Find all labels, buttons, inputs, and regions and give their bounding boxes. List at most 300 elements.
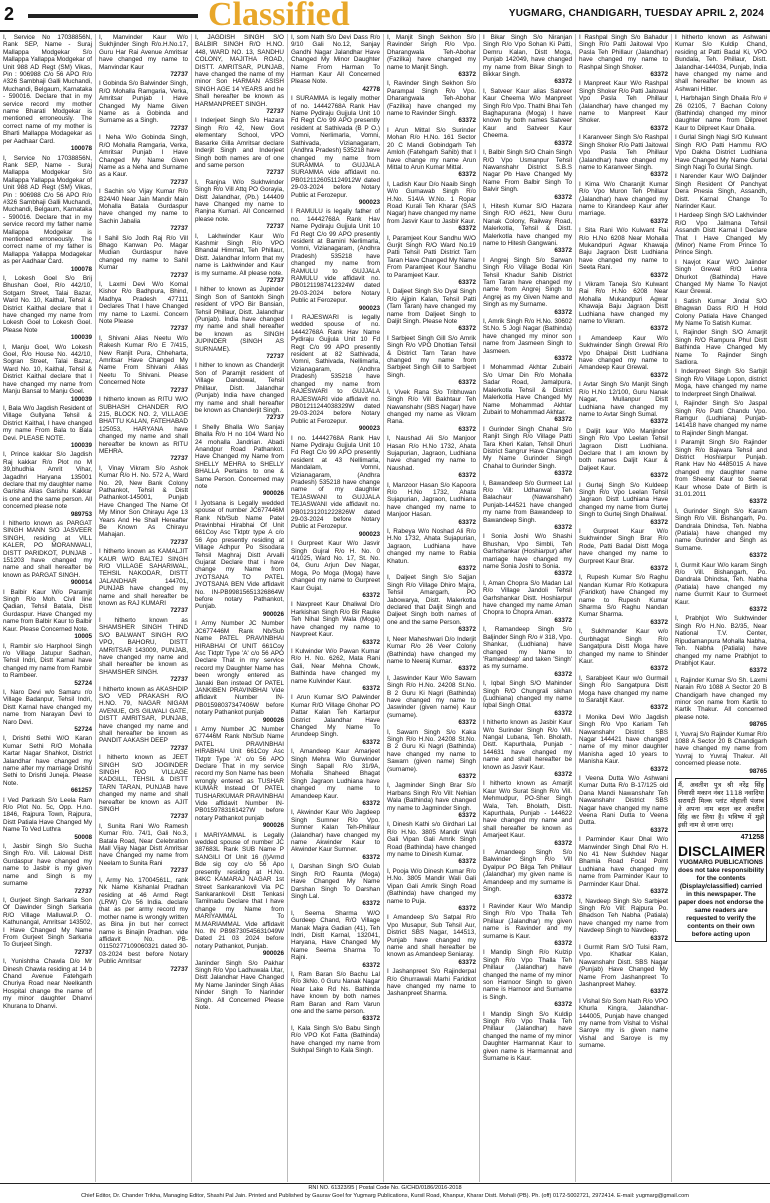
- ad-code: 63372: [458, 117, 476, 125]
- classified-ad: [675, 400, 767, 437]
- ad-text: I no. 14442768A Rank Hav Name Pydiraju Gujjula Unit 10 Fd Regt C/o 99 APO presently resident at 43 Nellimarla, Mandalam, Vomni, Vizianagaram, (Andhra Pradesh) 535218 have change name of my daughter TEJASWANI to GUJJALA TEJASWANI vide affidavit no. PB01231201222826W dated 29-03-2024 before Notary Public at Ferozepur.: [291, 434, 380, 531]
- ad-code: 900023: [358, 425, 380, 433]
- classified-ad: [3, 275, 92, 342]
- classified-ad: [99, 754, 188, 821]
- ad-code: 63372: [749, 667, 767, 675]
- ad-text: I, Ladish Kaur D/o Naaib Singh W/o Gurnawab Singh R/o H.No. 514/A W.No. 1 Ropar Road Kurali Teh Kharar (SAS Nagar) have changed my name from Jasvir Kaur to Jasbir Kaur.: [387, 180, 476, 225]
- classified-ad: [387, 389, 476, 433]
- classified-ad: [387, 181, 476, 233]
- ad-text: I Inderjeet Singh S/o Hazara Singh R/o 42, New Govt elementary School, VPO Basarke Gilla Amritsar declare Inderjit Singh and Inderjeet Singh both names are of one and same person: [195, 117, 284, 169]
- classified-ad: [99, 617, 188, 684]
- classified-ad: [3, 897, 92, 956]
- classified-ad: [387, 288, 476, 332]
- ad-code: 63372: [458, 858, 476, 866]
- ad-code: 63372: [554, 771, 572, 778]
- ad-code: 63372: [458, 325, 476, 333]
- ad-code: 100039: [70, 395, 92, 403]
- classified-ad: [387, 235, 476, 287]
- ad-code: 63372: [458, 472, 476, 480]
- ad-text: I Mohammad Akhtar Zubairi S/o Umar Din R/o Mohalla Sadar Road, Jamalpura, Malerkotla Tehsil & District Malerkotla Have Changed My Name Mohammad Akhtar Zubairi to Mohammad Akhtar.: [483, 364, 572, 416]
- ad-code: 63372: [650, 418, 668, 426]
- ad-text: I, Manvinder Kaur W/o Sukhjinder Singh R/o.H.No.17, Guru Har Rai Avenue Amritsar have changed my name to Manvindar Kaur: [99, 34, 188, 71]
- classified-ad: [291, 314, 380, 433]
- ad-text: I hither to known as Jupinder Singh Son of Santokh Singh resident of VPO Bir Bansian, Tehsil Phillaur, Distt. Jalandhar (Punjab). India have changed my name and shall hereafter be known as SINGH JUPINDER (SINGH AS SURNAME).: [195, 286, 284, 353]
- ad-text: I Navjot Kaur W/O Jaiinder Singh Grewal R/O Lehra Dhurkot (Bathinda) Have Changed My Name To Navjot Kaur Grewal.: [675, 258, 767, 296]
- ad-code: 63372: [554, 139, 572, 147]
- column-4: [288, 34, 384, 1182]
- classified-ad: [675, 329, 767, 366]
- classified-ad: [579, 134, 668, 178]
- ad-code: 63372: [554, 193, 572, 201]
- ad-text: I Shelly Bhalla W/o Sanjay Bhalla R/o H no 104 Ward No 24 mohalla Jandrian. Abadi Anandpur Road Pathankot. Have Changed my Name from SHELLY MEHRA to SHELLY BHALLA Pertains to one & Same Person. Concerned may note: [195, 423, 284, 490]
- ad-code: 63372: [362, 900, 380, 908]
- ad-code: 72737: [170, 813, 188, 821]
- ad-code: 100078: [70, 265, 92, 273]
- column-7: [576, 34, 672, 1182]
- hindi-notice-text: मैं, अवतीश पुत्र श्री नरेंद्र सिंह निवासी मकान नंबर 1118 नवादिया सरायटी मिल्क प्लांट मोहाली पंजाब ने अपना नाम बदल कर अवतीश सिंह कर लिया है। भविष्य में मुझे इसी नाम से जाना जाए।: [678, 781, 764, 832]
- classified-ad: [387, 574, 476, 633]
- ad-code: 63372: [650, 765, 668, 773]
- classified-ad: [483, 719, 572, 778]
- classified-ad: [675, 731, 767, 775]
- ad-code: 72737: [170, 455, 188, 463]
- classified-ad: [675, 212, 767, 256]
- ad-code: 63372: [362, 684, 380, 692]
- classified-ad: [483, 149, 572, 201]
- ad-text: I Gurpreet Kaur W/o Sukhwinder Singh Brar R/o Rode, Patti Badal Distt Moga have changed my name to Gurpreet Kaur Brar.: [579, 528, 668, 565]
- ad-code: 63372: [650, 124, 668, 132]
- ad-text: I Rashpal Singh S/o Bahadur Singh R/o Patti Jaitowal Vpo Pasla Teh Phillaur (Jalandhar) have changed my name to Rashpal Singh Shoker.: [579, 34, 668, 71]
- ad-text: I hither to known as Chanderjit Son of Paramjit resident of Village Dandowal, Tehsil Phillaur, Distt. Jalandhar (Punjab) India have changed my name and shall hereafter be known as Chanderjit Singh.: [195, 362, 284, 414]
- ad-code: 63372: [554, 355, 572, 363]
- ad-code: 50008: [74, 833, 92, 841]
- ad-text: I Daljit kaur W/o Manjinder Singh R/o Vpo Leelan Tehsil Jagraon Distt Ludhiana. Declare that I am known by both names Daljit Kaur & Daljeet Kaur.: [579, 427, 668, 472]
- ad-text: I, Ramandeep Singh S/o Baljinder Singh R/o # 318, Vpo. Shankar, (Ludhiana) have changed my Name to 'Ramandeep' and taken 'Singh' as my surname.: [483, 626, 572, 671]
- ad-text: I Gurinder Singh Chahal S/o Ranjit Singh R/o Village Patti Tara Kheri Kalan, Tehsil Dhuri District Sangrur Have Changed My Name Gurinder Singh Chahal to Gurinder Singh.: [483, 425, 572, 470]
- ad-text: I, Manjit Singh Sekhon S/o Ravinder Singh R/o Vpo. Dharangwala Teh-Abohar (Fazilka) have changed my name to Manjit Singh.: [387, 34, 476, 71]
- ad-code: 63372: [458, 904, 476, 912]
- ad-code: 63372: [554, 670, 572, 678]
- classified-ad: [195, 286, 284, 360]
- ad-code: 72737: [74, 948, 92, 956]
- ad-code: 63372: [749, 498, 767, 506]
- classified-ad: [675, 508, 767, 560]
- classified-ad: [579, 528, 668, 572]
- ad-text: I, Ravinder Singh Sekhon S/o Parampal Singh R/o Vpo. Dharangwala Teh-Abohar (Fazilka) have changed my name to Ravinder Singh.: [387, 80, 476, 118]
- ad-text: I, Aman Chopra S/o Madan Lal R/o Village Jandoli Tehsil Garhshankar Distt. Hoshiarpur have changed my name Aman Chopra to Chopra Aman.: [483, 579, 572, 617]
- ad-code: 900026: [262, 716, 284, 724]
- classified-ad: [195, 832, 284, 958]
- ad-text: I Gobinda S/o Balwinder Singh, R/O Mohalla Ramgaria, Verka, Amritsar Punjab I Have Changed My Name Given Name as a Gobinda and Surname as a Singh.: [99, 80, 188, 125]
- ad-text: I, Sukhmander Kaur w/o Gurbhagat Singh R/o Sangatpura Distt Moga have changed my name to Shinder Kaur.: [579, 628, 668, 665]
- classified-ad: [387, 914, 476, 966]
- ad-code: 63372: [650, 472, 668, 480]
- classified-ad: [483, 426, 572, 478]
- classified-ad: [291, 34, 380, 93]
- classified-ad: [483, 257, 572, 316]
- ad-code: 63372: [458, 665, 476, 673]
- ad-text: I, Daljeet Singh S/o Dyal Singh R/o Ajjpin Kalan, Tehsil Patti (Tarn Taran) have changed my name from Daljeet Singh to Daljit Singh. Please Note: [387, 288, 476, 326]
- classified-ad: [195, 362, 284, 421]
- ad-text: I Narender Kaur W/O Daljinder Singh Resident Of Panchyat Dera Pnesia Singh, Assandh, Distt. Karnal Change To Narinder Kaur.: [675, 173, 767, 210]
- ad-text: I, Lakhwinder Kaur W/o Kashmir Singh R/o VPO Bhandal Himmat, Teh Phillaur, Distt. Jalandhar Inform that my name is Lakhwinder and Kaur is my surname. All please note.: [195, 232, 284, 277]
- classified-ad: [675, 439, 767, 506]
- ad-code: 63372: [554, 524, 572, 531]
- ad-code: 72737: [266, 108, 284, 116]
- ad-code: 63372: [650, 618, 668, 626]
- classified-ad: [291, 648, 380, 692]
- ad-code: 72737: [170, 676, 188, 684]
- ad-code: 63372: [650, 171, 668, 179]
- ad-code: 63372: [458, 626, 476, 634]
- ad-text: I, Yunishtha Chawla D/o Mr Dinesh Chawla residing at 14 b Chand Avenue Fatehgarh Churiya Road near Neelkanth Hospital change the name of my minor daughter Dhanvi Khurana to Dhanvi.: [3, 958, 92, 1010]
- ad-code: 63372: [554, 308, 572, 316]
- ad-text: I, Shivani Alias Neetu W/o Rakesh Kumar R/o E 7/415, New Ranjit Pura, Chheharta, Amritsar Have Changed My Name From Shivani Alias Neetu To Shivani. Please Concerned Note: [99, 334, 188, 387]
- classified-ad: [579, 775, 668, 834]
- ad-text: I Gurlal Singh Nagi S/O Kulwant Singh R/O Patti Hammu R/O Vpo Dakha District Ludhiana Have Changed My Name Gurlal Singh Nagi To Gurlal Singh.: [675, 134, 767, 171]
- ad-code: 63372: [458, 958, 476, 966]
- classified-ad: [483, 318, 572, 362]
- ad-text: I, Gurmit Kaur W/o karam Singh R/o Vill. Bishangarh, Po. Dandrala Dhindsa, Teh. Nabha (Patiala) have changed my name Gurmit Kaur to Gurmeet Kaur.: [675, 561, 767, 606]
- classified-ad: [195, 424, 284, 498]
- ad-text: I, Balbir Singh S/O Chain Singh R/O Vpo Usmanpur Tehsil Nawanshahr District S.B.S Nagar Pb Have Changed My Name From Balbir Singh To Balvir Singh.: [483, 149, 572, 194]
- ad-text: I, Sunita Rani W/o Ramesh Kumar R/o. 74/1, Gali No.3, Batala Road, Near Celebration Mall Vijay Nagar Distt Amritsar have Changed my name from Neelam to Sunita Rani: [99, 822, 188, 867]
- classified-ad: [387, 821, 476, 865]
- classified-ad: [483, 480, 572, 532]
- ad-code: 63372: [749, 606, 767, 614]
- classified-ad: [579, 574, 668, 626]
- classified-ad: [3, 797, 92, 841]
- ad-code: 63372: [650, 518, 668, 526]
- ad-text: I, Ram Baran S/o Bachu Lal R/o 3kNo. 0 Guru Nanak Nagar Near Lake Rd Ns. Bathinda have known by both names Ram Baran and Ram Varun one and the same person.: [291, 970, 380, 1015]
- ad-code: 63372: [554, 839, 572, 847]
- ad-code: 63372: [458, 565, 476, 573]
- ad-text: I Gurmit Ram S/O Tulsi Ram, Vpo. Khatkar Kalan, Nawanshahr Distt. SBS Nagar (Punjab) Have Changed My Name From Jashanpreet To Jashanpreet Mahey.: [579, 943, 668, 988]
- ad-text: I, Jagminder Singh Brar S/o Harbans Singh R/o Vill: Nehian Wala (Bathinda) have changed my name to Jagminder Singh.: [387, 782, 476, 812]
- classified-ad: [195, 620, 284, 724]
- ad-text: I Gurtej Singh S/o Kuldeep Singh R/o Vpo Leelan Tehsil Jagraon Distt Ludhiana Have changed my name from Gurtej Singh to Gurtej Singh Dhaliwal.: [579, 481, 668, 519]
- ad-text: I, Daljeet Singh S/o Sajjan Singh R/o Village Dhiro Majra, Tehsil Amargarh, PO Jabowarya, Distt. Malerkotla declared that Daljit Singh and Daljeet Singh both names of one and the same Person.: [387, 574, 476, 626]
- ad-code: 63372: [458, 71, 476, 79]
- ad-text: I Vikram Taneja S/o Kulwant Rai R/o H.No 6208 Near Mohalla Mukandpuri Agwar Khawaja Baju Jagraon Distt Ludhiana have changed my name to Vikram.: [579, 281, 668, 326]
- ad-code: 72737: [170, 965, 188, 973]
- classified-ad: [387, 335, 476, 387]
- ad-code: 63372: [362, 853, 380, 861]
- ad-text: I, Jaswinder Kaur W/o Sawarn Singh R/o H.No. 24208 St.No. B 2 Guru Ki Nagri (Bathinda) have changed my name to Jaswinder (given name) Kaur (surname).: [387, 674, 476, 719]
- classified-ad: [675, 368, 767, 398]
- ad-code: 63372: [650, 988, 668, 996]
- column-1: [0, 34, 96, 1182]
- ad-text: I Amandeep Singh S/o Balwinder Singh R/o Vill Dyalpur PO Bilga Teh Phillaur (Jalandhar) my given name is Amandeep and my surname is Singh.: [483, 849, 572, 894]
- classified-ad: [579, 335, 668, 379]
- ad-code: 10005: [74, 633, 92, 641]
- classified-ad: [291, 863, 380, 907]
- ad-text: I, Amrik Singh R/o H.No. 30602 St.No. 5 Jogi Nagar (Bathinda) have changed my minor son name from Jasmeen Singh to Jasmeen.: [483, 318, 572, 355]
- classified-ad: [483, 903, 572, 947]
- ad-text: I hitherto known as JEET SINGH S/O JOGINDER SINGH R/O VILLAGE KADGILL, TEHSIL & DISTT TARN TARAN, PUNJAB have changed my name and shall hereafter be known as AJIT SINGH: [99, 754, 188, 814]
- ad-text: I, Yuvraj S/o Rajinder Kumar R/o 1088 A Sector 20 B Chandigarh have changed my name from Yuvraj to Yuvraj Thakur. All concerned please note.: [675, 730, 767, 768]
- ad-code: 72737: [266, 223, 284, 231]
- hindi-notice-code: 471258: [740, 834, 764, 841]
- ad-text: I hitherto known as AKASHDIP S/O VED PRAKASH R/O H.NO. 79, NAGAR NIGAM AVENUE, O/S GILWALI GATE, DISTT AMRITSAR, PUNJAB, have changed my name and shall hereafter be known as PANDIT AAKASH DEEP: [99, 685, 188, 745]
- ad-text: I Kima W/o Charanjit Kumar R/o Vpo Muron Teh Phillaur (Jalandhar) have changed my name to Kirandeep Kaur after marriage.: [579, 180, 668, 218]
- ad-code: 63372: [362, 800, 380, 808]
- section-title: Classified: [208, 0, 350, 33]
- classified-ad: [195, 726, 284, 830]
- ad-code: 100078: [70, 145, 92, 153]
- ad-text: I, Rupesh Kumar S/o Raghu Nandan Kumar R/o Kotkapura (Faridkot) have Changed my name to Rupesh Kumar Sharma S/o Raghu Nandan Kumar Sharma.: [579, 574, 668, 619]
- classified-ad: [99, 686, 188, 753]
- classified-ad: [579, 628, 668, 672]
- column-6: [480, 34, 576, 1182]
- ad-text: I, Amandeep Kaur Amarjeet Singh Mehra W/o Gurwinder Singh Sapall R/o 31/9A, Mohalla Shaheed Bhagat Singh Jagraon Ludhiana have changed my name to Amandeep Kaur.: [291, 748, 380, 800]
- classified-ad: [3, 689, 92, 733]
- ad-code: 900026: [262, 490, 284, 498]
- classified-ad: [3, 451, 92, 518]
- classified-ad: [195, 500, 284, 619]
- ad-text: I Jashanpreet S/o Rajinderpal R/o Ghurrawali Marhi Faridkot have changed my name to Jashanpreet Sharma.: [387, 968, 476, 998]
- ad-text: I Arun Mittal S/o Surinder Mohan R/o H.No. 161 Sector 20 C Mandi Gobindgarh Teh Amloh (Fatehgarh Sahib) that I have change my name Arun Mittal to Arun Kumar Mittal.: [387, 126, 476, 171]
- classified-ad: [291, 1025, 380, 1055]
- ad-text: I, Satveer Kaur alias Satveer Kaur Cheema W/o Manpreet Singh R/o Vpo. Thathi Bhai Teh Baghapurana (Moga) I have known by both names Satveer Kaur and Satveer Kaur Cheema.: [483, 87, 572, 140]
- ad-text: I Sarbjeet Singh Gill S/o Amrik Singh R/o VPO Dhottian Tehsil & District Tarn Taran have changed my name from Sarbjeet Singh Gill to Sarbjeet Singh.: [387, 334, 476, 379]
- ad-code: 72737: [266, 353, 284, 361]
- classified-ad: [291, 910, 380, 969]
- classified-ad: [291, 208, 380, 312]
- page-header: [0, 0, 770, 32]
- ad-text: I, Akwinder Kaur W/o Jagdeep Singh Sumner R/o Vpo. Sumner Kalan Teh-Phillaur (Jalandhar) have changed my name Akwinder Kaur to Akwinder Kaur Sumner.: [291, 809, 380, 854]
- classified-ad: [675, 562, 767, 614]
- ad-code: 63372: [650, 826, 668, 834]
- classified-ad: [483, 626, 572, 678]
- classified-ad: [675, 615, 767, 674]
- classified-ad: [99, 134, 188, 186]
- ad-code: 900023: [358, 198, 380, 206]
- classified-ad: [3, 589, 92, 641]
- ad-text: I, Pooja W/o Dinesh Kumar R/o H.No. 3805 Mandir Wali Gali Vipan Gali Amrik Singh Road (Bathinda) have changed my name to Puja.: [387, 867, 476, 905]
- ad-code: 63372: [749, 552, 767, 560]
- classified-ad: [483, 780, 572, 847]
- ad-text: I, Naushad Ali S/o Manjoor Hasan R/o H.No 1732, Ahata Sujapurian, Jagraon, Ludhiana have changed my name to Naushad.: [387, 435, 476, 472]
- classified-ad: [3, 520, 92, 587]
- ad-text: I, Vinay Vikram S/o Ashok Kumar R/o H. No. 572 A, Ward No. 29, New Bank Colony Pathankot, Tehsil & Distt Pathankot-145001, Punjab Have Changed The Name Of My Minor Son Chirayu Age 13 Years And He Shall Hereafter Be Known As Chirayu Mahajan.: [99, 464, 188, 539]
- ad-code: 63372: [554, 893, 572, 901]
- classified-ad: [387, 782, 476, 819]
- classified-ad: [579, 80, 668, 132]
- classified-ad: [387, 968, 476, 998]
- classified-ad: [483, 34, 572, 86]
- classified-ad: [99, 188, 188, 232]
- ad-code: 72737: [170, 867, 188, 875]
- classified-ad: [99, 281, 188, 333]
- classified-ad: [483, 364, 572, 423]
- ad-text: I, Kala Singh S/o Babu Singh R/o VPO Kot Fatta (Bathinda) have changed my name from Sukhpal Singh to Kala Singh.: [291, 1024, 380, 1055]
- ad-code: 72737: [170, 178, 188, 186]
- ad-code: 661257: [70, 787, 92, 795]
- ad-code: 900026: [262, 822, 284, 830]
- classified-ad: [387, 675, 476, 727]
- column-3: [192, 34, 288, 1182]
- ad-text: I, Gurinder Singh S/o Karam Singh R/o Vill. Bishangarh, Po. Dandrala Dhindsa, Teh. Nabha (Patiala) have changed my name Gurinder and Singh as Surname.: [675, 507, 767, 552]
- ad-text: I Mandip Singh S/o Kuldip Singh R/o Vpo Thalla Teh Phillaur (Jalandhar) have changed the name of my minor Daughter Harmannat Kaur to given name is Harmannat and Surname is Kaur.: [483, 1010, 572, 1063]
- ad-text: I Army Number JC Number 677446M Rank Nb/Sub Name PATEL PRAVINBHAI HIRABHAI Unit 661Coy Asc Tktptr Type 'A' c/o 56 APO Declare That in my service record my Son Name has been wrongly entered as TUSHAR KUMAR Instead Of PATEL TUSHARKUMAR PRAVINBHAI Vide affidavit Number IN-PB0159783161427W before notary Pathankot punjab: [195, 725, 284, 822]
- classified-ad: [579, 227, 668, 279]
- classified-ad: [99, 877, 188, 973]
- ad-text: I Amandeep S/o Satpal R/o Vpo Musapur, Sub Tehsil Aur, District SBS Nagar, 144513, Punjab have changed my name and shall hereafter be known as Amandeep Seniaray.: [387, 914, 476, 959]
- ad-text: I Navpreet Kaur Dhaliwal D/o Harkishan Singh R/o Bir Rauke Teh Nihal Singh Wala (Moga) have changed my name to Navpreet Kaur.: [291, 601, 380, 639]
- ad-code: 98765: [749, 721, 767, 729]
- hindi-notice: [675, 778, 767, 942]
- ad-text: I Sonia Joshi W/o Shashi Bhushan, Vpo Simbli, Teh Garhshankar (Hoshiarpur) after marriage have changed my name Sonia Joshi to Sonia.: [483, 533, 572, 571]
- classified-ad: [3, 735, 92, 794]
- ad-code: 900014: [70, 579, 92, 587]
- ad-text: I, Rajinder Singh S/O Amarjit Singh R/O Rampura Phul Distt Bathinda Have Changed My Name To Rajinder Singh Sadiora.: [675, 329, 767, 367]
- classified-ad: [483, 533, 572, 577]
- ad-text: I, Dinesh Kathi s/o Girdhari Lal R/o H.No. 3805 Mandir Wali Gali Vipan Gali Amrik Singh Road (Bathinda) have changed my name to Dinesh Kumar.: [387, 821, 476, 859]
- classified-ad: [675, 677, 767, 729]
- ad-text: I, Rajinder Singh S/o Jaspal Singh R/o Patti Chandu Vpo. Ramgur (Ludhiana) Punjab-141418 have changed my name to Rajinder Singh Mangat.: [675, 400, 767, 437]
- ad-code: 63372: [362, 961, 380, 969]
- ad-code: 900023: [358, 530, 380, 538]
- ad-code: 63372: [458, 773, 476, 780]
- classified-ad: [3, 405, 92, 449]
- ad-text: I Bikar Singh S/o Niranjan Singh R/o Vpo Sohan Ki Patti, Demru Kalan, Distt Moga, Punjab 142049, have changed my name from Bikar Singh to Bikkar Singh.: [483, 34, 572, 79]
- ad-code: 63372: [650, 934, 668, 942]
- classified-ad: [579, 34, 668, 78]
- ad-code: 63372: [650, 371, 668, 379]
- ad-text: I Kulwinder W/o Pawan Kumar R/o H. No. 6262, Mata Rani Gali, Near Mehna Chowk, Bathinda have changed my name Kulvinder Kaur.: [291, 647, 380, 685]
- ad-text: I, Prabhjot W/o Sukhwinder Singh R/o H.No. B2/35, Near National T.V. Center, Ripudamanpura Mohalla Nabha, Teh. Nabha (Patiala) have changed my name Prabhjot to Prabhjot Kaur.: [675, 615, 767, 667]
- ad-text: I, Paramjeet Kour Sandhu W/O Gurjit Singh R/O Ward No.19 Patti Tehsil Patti District Tarn Taran Have Changed My Name From Paramjeet Kour Sandhu to Paramjeet Kaur.: [387, 234, 476, 279]
- classified-ad: [579, 836, 668, 895]
- classified-ad: [387, 868, 476, 912]
- ad-text: I, Ranjna W/o Sukhwinder Singh R/o Vill Attq PO Gorayia, Distt Jalandhar, (Pb.) 144409 have Changed my name to Ranjna Kumari. All Concerned please note.: [195, 178, 284, 223]
- ad-text: I SURAMMA is legally mother of no. 14442768A Rank Hav Name Pydiraju Gujjula Unit 10 Fd Regt C/o 99 APO presently resident at Sathivada (B P O.) Vomni, Nerlimarla, Vomni, Sathivada, Vizianagaram, (Andhra Pradesh) 535218 have changed my name from SURAMMA to GUJJALA SURAMMA vide affidavit no. PB0121126051124912W dated 29-03-2024 before Notary Public at Ferozepur.: [291, 95, 380, 199]
- ad-text: I, Hitesh Kumar S/O Hazara Singh R/O #621, New Guru Nanak Colony, Railway Road, Malerkotla, Tehsil & Distt. Malerkotla have changed my name to Hitesh Gangwani.: [483, 202, 572, 247]
- classified-ad: [579, 998, 668, 1050]
- classified-ad: [387, 528, 476, 572]
- disclaimer-title: DISCLAIMER: [678, 843, 766, 860]
- footer: [0, 1183, 770, 1203]
- column-2: [96, 34, 192, 1182]
- ad-code: 98765: [749, 767, 767, 775]
- ad-text: I Veena Dutta W/o Ashwani Kumar Dutta R/o B-17/125 old Dana Mandi Nawanshahr Teh Nawanshahr District SBS Nagar have changed my name Veena Rani Dutta to Veena Dutta.: [579, 775, 668, 827]
- disclaimer-body: YUGMARG PUBLICATIONS does not take responsibility for the contents (Display/classified) carried in this newspaper. The paper does not endorse the same readers are requested to verify the contents on their own before acting upon: [678, 859, 764, 939]
- classified-ad: [291, 540, 380, 599]
- ad-text: I Sachin s/o Vijay Kumar R/o B24/40 Near Jain Mandir Main Mohalla Batala Gurdaspur have changed my name to Sachin Jabalia: [99, 188, 188, 225]
- ad-text: I RAJESWARI is legally wedded spouse of no. 14442768A Rank Hav Name Pydiraju Gujjula Unit 10 Fd Regt C/o 99 APO presently resident at 82 Sathivada, Vomni, Sathivada, Nellimarla, Vizianagaram, (Andhra Pradesh) 535218 have changed my name from RAJESWARI to GUJJALA RAJESWARI vide affidavit no. PB01211244038329W dated 29-03-2024 before Notary Public at Ferozepur.: [291, 314, 380, 425]
- ad-code: 100039: [70, 441, 92, 449]
- ad-code: 52724: [74, 725, 92, 733]
- classified-ad: [291, 748, 380, 807]
- ad-code: 63372: [650, 888, 668, 896]
- ad-text: I Neha W/o Gobinda Singh, R/O Mohalla Ramgaria, Verka, Amritsar Punjab I Have Changed My Name Given Name as a Neha and Surname as a Kaur.: [99, 134, 188, 179]
- ad-code: 900026: [262, 950, 284, 958]
- classified-ad: [195, 960, 284, 1012]
- ad-text: I Amandeep Kaur W/o Sukhwinder Singh Grewal R/o Vpo Dhaipai Distt Ludhiana have changed my name to Amandeep Kaur Grewal.: [579, 334, 668, 372]
- classified-ad: [579, 428, 668, 480]
- ad-text: I Vishal S/o Som Nath R/o VPO Khurla Kingra, Jalandhar-144005, Punjab have changed my name from Vishal to Vishal Saroye my is given name Vishal and Saroye is my surname.: [579, 997, 668, 1050]
- classified-ad: [675, 134, 767, 171]
- classified-ad: [579, 281, 668, 333]
- ad-code: 63372: [650, 271, 668, 279]
- ad-text: I, Bawandeep S/o Gurmeet Lal R/o Vill: Udhanwal Teh Balachaur (Nawanshahr) Punjab-144521 have changed my name from Bawandeep to Bawandeep Singh.: [483, 479, 572, 524]
- ad-text: I Ved Parkash S/o Leela Ram R/o Plot No. 5c, Opp. H.no. 1846, Rajpura Town, Rajpura, Distt Patiala Have Changed My Name To Ved Luthra: [3, 796, 92, 834]
- classified-ad: [387, 636, 476, 673]
- classified-ad: [99, 465, 188, 546]
- ad-code: 72737: [170, 607, 188, 615]
- ad-code: 72737: [170, 71, 188, 79]
- classified-ad: [579, 944, 668, 996]
- ad-code: 63372: [458, 379, 476, 387]
- ad-code: 63372: [554, 709, 572, 717]
- ad-code: 63372: [458, 518, 476, 526]
- ad-code: 72737: [266, 277, 284, 284]
- ad-code: 100039: [70, 334, 92, 342]
- ad-code: 63372: [554, 1001, 572, 1009]
- column-5: [384, 34, 480, 1182]
- ad-text: I, Iqbal Singh S/O Mahinder Singh R/O Chungrali sikhan (Ludhiana) changed my name Iqbal Singh Ottal.: [483, 680, 572, 710]
- classified-ad: [99, 396, 188, 463]
- ad-text: I, Seema Sharma W/O Gurdeep Chand, R/O Village Manak Majra Gadian (41), Teh Indri, Distt Karnal, 132041, Haryana, Have Changed My Name Seema Sharma To Rajni.: [291, 909, 380, 962]
- ad-code: 72737: [266, 169, 284, 177]
- classified-ad: [387, 80, 476, 124]
- ad-code: 63372: [554, 247, 572, 255]
- ad-text: I, som Nath S/o Devi Dass R/o 9/10 Gali No.12, Sanjay Gandhi Nagar Jalandhar Have Changed My Minor Daughter Name From Harman To Harman Kaur All Concerned Please Note.: [291, 34, 380, 86]
- classified-columns: [0, 34, 770, 1182]
- ad-text: I, Gurjeet Singh Sarkaria Son Of Dawinder Singh Sarkaria R/O Village Malluwal.P. O. Kathunangal, Amritsar 143502, I Have Changed My Name From Gurjeet Singh Sarkaria To Gurjeet Singh.: [3, 896, 92, 949]
- ad-code: 63372: [650, 565, 668, 573]
- classified-ad: [579, 381, 668, 425]
- classified-ad: [195, 233, 284, 285]
- ad-text: I Inderpreet Singh S/o Sarbjit Singh R/o Village Lopon, district Moga, have changed my name to Inderpreet Singh Dhaliwal.: [675, 368, 767, 398]
- ad-text: I Ravinder Kaur W/o Mandip Singh R/o Vpo Thalla Teh Phillaur (Jalandhar) my given name is Ravinder and my surname is Kaur.: [483, 902, 572, 940]
- ad-text: I Paramjit Singh S/o Rajinder Singh R/o Bajwara Tehsil and District Hoshiarpur Punjab. Rank Hav No 4485015 A have changed my daughter name from Sheerat Kaur to Seerat Kaur whose Date of Birth is 31.01.2011: [675, 439, 767, 498]
- ad-text: I Arun Kumar S/O Palwinder Kumar R/O Village Ghohar PO Pattar Kalan Teh Kartarpur District Jalandhar Have Changed My Name To Arundeep Singh.: [291, 694, 380, 739]
- classified-ad: [483, 88, 572, 147]
- classified-ad: [99, 80, 188, 132]
- ad-text: I, Darshan Singh S/O Gulab Singh R/O Raunta (Moga) Have Changed My Name Darshan Singh To Darshan Singh Lal.: [291, 863, 380, 900]
- classified-ad: [483, 949, 572, 1008]
- ad-text: I Monika Devi W/o Jagdish Singh R/o Vpo Kariam Teh Nawanshahr District SBS Nagar 144421 have changed name of my minor daughter Manisha aged 10 years to Manisha Kaur.: [579, 713, 668, 766]
- ad-code: 900023: [358, 304, 380, 312]
- ad-text: I, Laxmi Devi W/o Komal Kishor R/o Badhpura, Bhind, Madhya Pradesh 477111 Declares That I have Changed my name to Laxmi. Concern Note Please: [99, 281, 188, 326]
- classified-ad: [483, 580, 572, 624]
- classified-ad: [291, 809, 380, 861]
- ad-text: I, Army No. 17004561L, rank Nk Name Kishanlal Pradhan residing at 46 Armd Regt (LRW) C/o 56 India. declare that as per army record my mother name is wrongly written as Bina jin but her correct name is Binajin Pradhan. vide affidavit No. PB-01150277109060321 dated 30-03-2024 best before Notary Public Amritsar: [99, 876, 188, 966]
- classified-ad: [675, 259, 767, 296]
- classified-ad: [99, 548, 188, 615]
- classified-ad: [99, 335, 188, 394]
- ad-text: I hitherto known as RITU W/O SUBHASH CHANDER R/O 215, BLOCK NO. 2, VILLAGE BHATTU KALAN, FATEHABAD 125053, HARYANA have changed my name and shall hereafter be known as RITU MEHRA.: [99, 396, 188, 455]
- ad-code: 989753: [70, 510, 92, 518]
- ad-code: 63372: [554, 939, 572, 947]
- ad-text: I, Navdeep Singh S/o Sarbjeet Singh R/o Vill: Rajpura Po. Bhadson Teh Nabha (Patiala) have changed my name from Navdeep Singh to Navdeep.: [579, 897, 668, 935]
- ad-text: I, Sawarn Singh S/o Kaka Singh R/o H.No. 24208 St.No. B 2 Guru Ki Nagri (Bathinda) have changed my name to Sawarn (given name) Singh (surname).: [387, 728, 476, 773]
- ad-code: 63372: [554, 416, 572, 424]
- ad-text: I, JAGDISH SINGH S/O BALBIR SINGH R/O H.NO. 448, WARD NO. 13, SANDHU COLONY, MAJITHA ROAD, DISTT. AMRITSAR, PUNJAB, have changed the name of my minor Son HARMAN ASISH SINGH AGE 14 YEARS and he Shall hereafter be known as HARMANPREET SINGH.: [195, 34, 284, 108]
- ad-code: 72737: [170, 225, 188, 233]
- ad-code: 63372: [650, 71, 668, 79]
- classified-ad: [579, 181, 668, 225]
- classified-ad: [483, 680, 572, 717]
- ad-code: 72737: [74, 887, 92, 895]
- classified-ad: [579, 714, 668, 773]
- classified-ad: [195, 179, 284, 231]
- ad-text: I hitherto known as Amarjit Kaur W/o Surat Singh R/o Vill. Mehmudpur, PO-Sher Singh Wala, Teh. Bholath, Distt. Kapurthala, Punjab - 144622 have changed my name and shall hereafter be known as Amarjeet Kaur.: [483, 780, 572, 840]
- ad-text: I hitherto known as Jasbir Kaur W/o Surinder Singh R/o Vill. Nangal Lubana, Teh. Bholath, Distt. Kapurthala, Punjab - 144631 have changed my name and shall hereafter be known as Jasvir Kaur.: [483, 719, 572, 771]
- ad-text: I Avtar Singh S/o Manjit Singh R/o H.No 12/100, Guru Nanak Nagar, Mullanpur Distt Ludhiana have changed my name to Avtar Singh Sumal.: [579, 381, 668, 418]
